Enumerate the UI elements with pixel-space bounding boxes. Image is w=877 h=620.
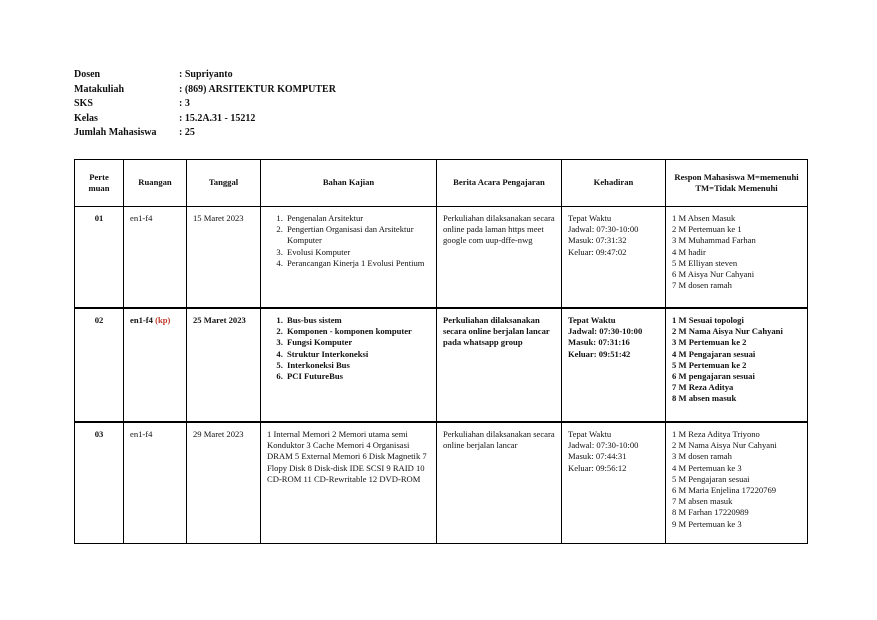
topic-list <box>267 315 430 382</box>
cell-respon <box>666 207 808 309</box>
topic-item: 5. Interkoneksi Bus <box>285 360 430 371</box>
ruangan-value: en1-f4 <box>130 315 153 325</box>
col-header-pertemuan: Perte muan <box>75 160 124 207</box>
cell-pertemuan: 01 <box>75 207 124 309</box>
topic-item: 3. Evolusi Komputer <box>285 247 430 258</box>
meta-row-kelas <box>74 112 336 127</box>
cell-bahan: 1 Internal Memori 2 Memori utama semi Konduktor 3 Cache Memori 4 Organisasi DRAM 5 External Memori 6 Disk Magnetik 7 Flopy Disk 8 Disk-disk IDE SCSI 9 RAID 10 CD-ROM 11 CD-Rewritable 12 DVD-ROM <box>261 422 437 544</box>
kehadiran-line: Jadwal: 07:30-10:00 <box>568 224 639 235</box>
meta-label: Matakuliah <box>74 83 125 95</box>
respon-line: 1 M Reza Aditya Triyono <box>672 429 760 439</box>
meta-label: SKS <box>74 98 93 109</box>
cell-pertemuan: 03 <box>75 422 124 544</box>
meta-label: Kelas <box>74 112 98 124</box>
respon-line: 1 M Absen Masuk <box>672 213 736 223</box>
cell-ruangan <box>124 207 187 309</box>
meta-value: : 25 <box>179 127 195 138</box>
meta-row-sks <box>74 97 336 112</box>
meta-row-dosen <box>74 68 336 83</box>
kehadiran-line: Jadwal: 07:30-10:00 <box>568 326 643 337</box>
topic-item: 2. Komponen - komponen komputer <box>285 326 430 337</box>
col-header-berita: Berita Acara Pengajaran <box>437 160 562 207</box>
respon-line: 8 M Farhan 17220989 <box>672 507 749 518</box>
kehadiran-line: Keluar: 09:51:42 <box>568 348 631 359</box>
respon-line: 6 M pengajaran sesuai <box>672 371 755 382</box>
kehadiran-line: Masuk: 07:31:16 <box>568 337 630 348</box>
meta-value: : Supriyanto <box>179 69 233 80</box>
cell-kehadiran <box>562 422 666 544</box>
topic-item: 2. Pengertian Organisasi dan Arsitektur Komputer <box>285 224 430 246</box>
topic-item: 4. Struktur Interkoneksi <box>285 349 430 360</box>
cell-berita: Perkuliahan dilaksanakan secara online berjalan lancar pada whatsapp group <box>437 308 562 422</box>
cell-berita: Perkuliahan dilaksanakan secara online berjalan lancar <box>437 422 562 544</box>
cell-kehadiran <box>562 207 666 309</box>
kehadiran-line: Tepat Waktu <box>568 213 612 223</box>
respon-line: 3 M Pertemuan ke 2 <box>672 337 747 348</box>
meta-value: : (869) ARSITEKTUR KOMPUTER <box>179 83 336 95</box>
meta-value: : 15.2A.31 - 15212 <box>179 112 256 124</box>
kehadiran-line: Tepat Waktu <box>568 429 612 439</box>
respon-line: 2 M Nama Aisya Nur Cahyani <box>672 326 783 337</box>
respon-line: 5 M Pengajaran sesuai <box>672 473 750 484</box>
topic-item: 1. Bus-bus sistem <box>285 315 430 326</box>
col-header-tanggal: Tanggal <box>187 160 261 207</box>
topic-item: 6. PCI FutureBus <box>285 371 430 382</box>
respon-line: 3 M dosen ramah <box>672 451 732 462</box>
cell-respon <box>666 422 808 544</box>
ruangan-value: en1-f4 <box>130 213 153 223</box>
meta-row-matakuliah <box>74 83 336 98</box>
respon-line: 4 M hadir <box>672 246 706 257</box>
respon-line: 6 M Maria Enjelina 17220769 <box>672 485 777 496</box>
respon-line: 8 M absen masuk <box>672 393 737 404</box>
kehadiran-line: Masuk: 07:31:32 <box>568 235 627 246</box>
cell-tanggal: 29 Maret 2023 <box>187 422 261 544</box>
respon-line: 5 M Elliyan steven <box>672 257 738 268</box>
cell-bahan <box>261 207 437 309</box>
ruangan-value: en1-f4 <box>130 429 153 439</box>
teaching-journal-table <box>74 159 808 544</box>
table-row <box>75 422 808 544</box>
cell-kehadiran <box>562 308 666 422</box>
respon-line: 5 M Pertemuan ke 2 <box>672 359 747 370</box>
table-header-row <box>75 160 808 207</box>
respon-line: 4 M Pertemuan ke 3 <box>672 462 742 473</box>
meta-label: Dosen <box>74 69 101 80</box>
cell-tanggal: 25 Maret 2023 <box>187 308 261 422</box>
topic-item: 1. Pengenalan Arsitektur <box>285 213 430 224</box>
respon-line: 4 M Pengajaran sesuai <box>672 348 756 359</box>
respon-line: 1 M Sesuai topologi <box>672 315 744 325</box>
meta-label: Jumlah Mahasiswa <box>74 127 157 138</box>
kehadiran-line: Keluar: 09:47:02 <box>568 246 627 257</box>
respon-line: 6 M Aisya Nur Cahyani <box>672 269 755 280</box>
respon-line: 2 M Nama Aisya Nur Cahyani <box>672 440 777 451</box>
table-row <box>75 308 808 422</box>
cell-respon <box>666 308 808 422</box>
topic-item: 3. Fungsi Komputer <box>285 337 430 348</box>
kehadiran-line: Jadwal: 07:30-10:00 <box>568 440 639 451</box>
kehadiran-line: Masuk: 07:44:31 <box>568 451 627 462</box>
respon-line: 7 M Reza Aditya <box>672 382 734 393</box>
cell-ruangan <box>124 308 187 422</box>
course-meta <box>74 68 336 141</box>
respon-line: 3 M Muhammad Farhan <box>672 235 756 246</box>
respon-line: 7 M dosen ramah <box>672 280 732 291</box>
col-header-ruangan: Ruangan <box>124 160 187 207</box>
meta-value: : 3 <box>179 98 190 109</box>
col-header-bahan: Bahan Kajian <box>261 160 437 207</box>
col-header-respon: Respon Mahasiswa M=memenuhi TM=Tidak Memenuhi <box>666 160 808 207</box>
topic-list <box>267 213 430 269</box>
cell-pertemuan: 02 <box>75 308 124 422</box>
topic-item: 4. Perancangan Kinerja 1 Evolusi Pentium <box>285 258 430 269</box>
respon-line: 9 M Pertemuan ke 3 <box>672 518 742 529</box>
kehadiran-line: Keluar: 09:56:12 <box>568 462 627 473</box>
cell-berita: Perkuliahan dilaksanakan secara online pada laman https meet google com uup-dffe-nwg <box>437 207 562 309</box>
cell-tanggal: 15 Maret 2023 <box>187 207 261 309</box>
ruangan-note: (kp) <box>155 315 171 325</box>
cell-ruangan <box>124 422 187 544</box>
meta-row-jumlah <box>74 126 336 141</box>
respon-line: 7 M absen masuk <box>672 496 733 507</box>
cell-bahan <box>261 308 437 422</box>
kehadiran-line: Tepat Waktu <box>568 315 616 325</box>
col-header-kehadiran: Kehadiran <box>562 160 666 207</box>
respon-line: 2 M Pertemuan ke 1 <box>672 224 742 235</box>
table-row <box>75 207 808 309</box>
